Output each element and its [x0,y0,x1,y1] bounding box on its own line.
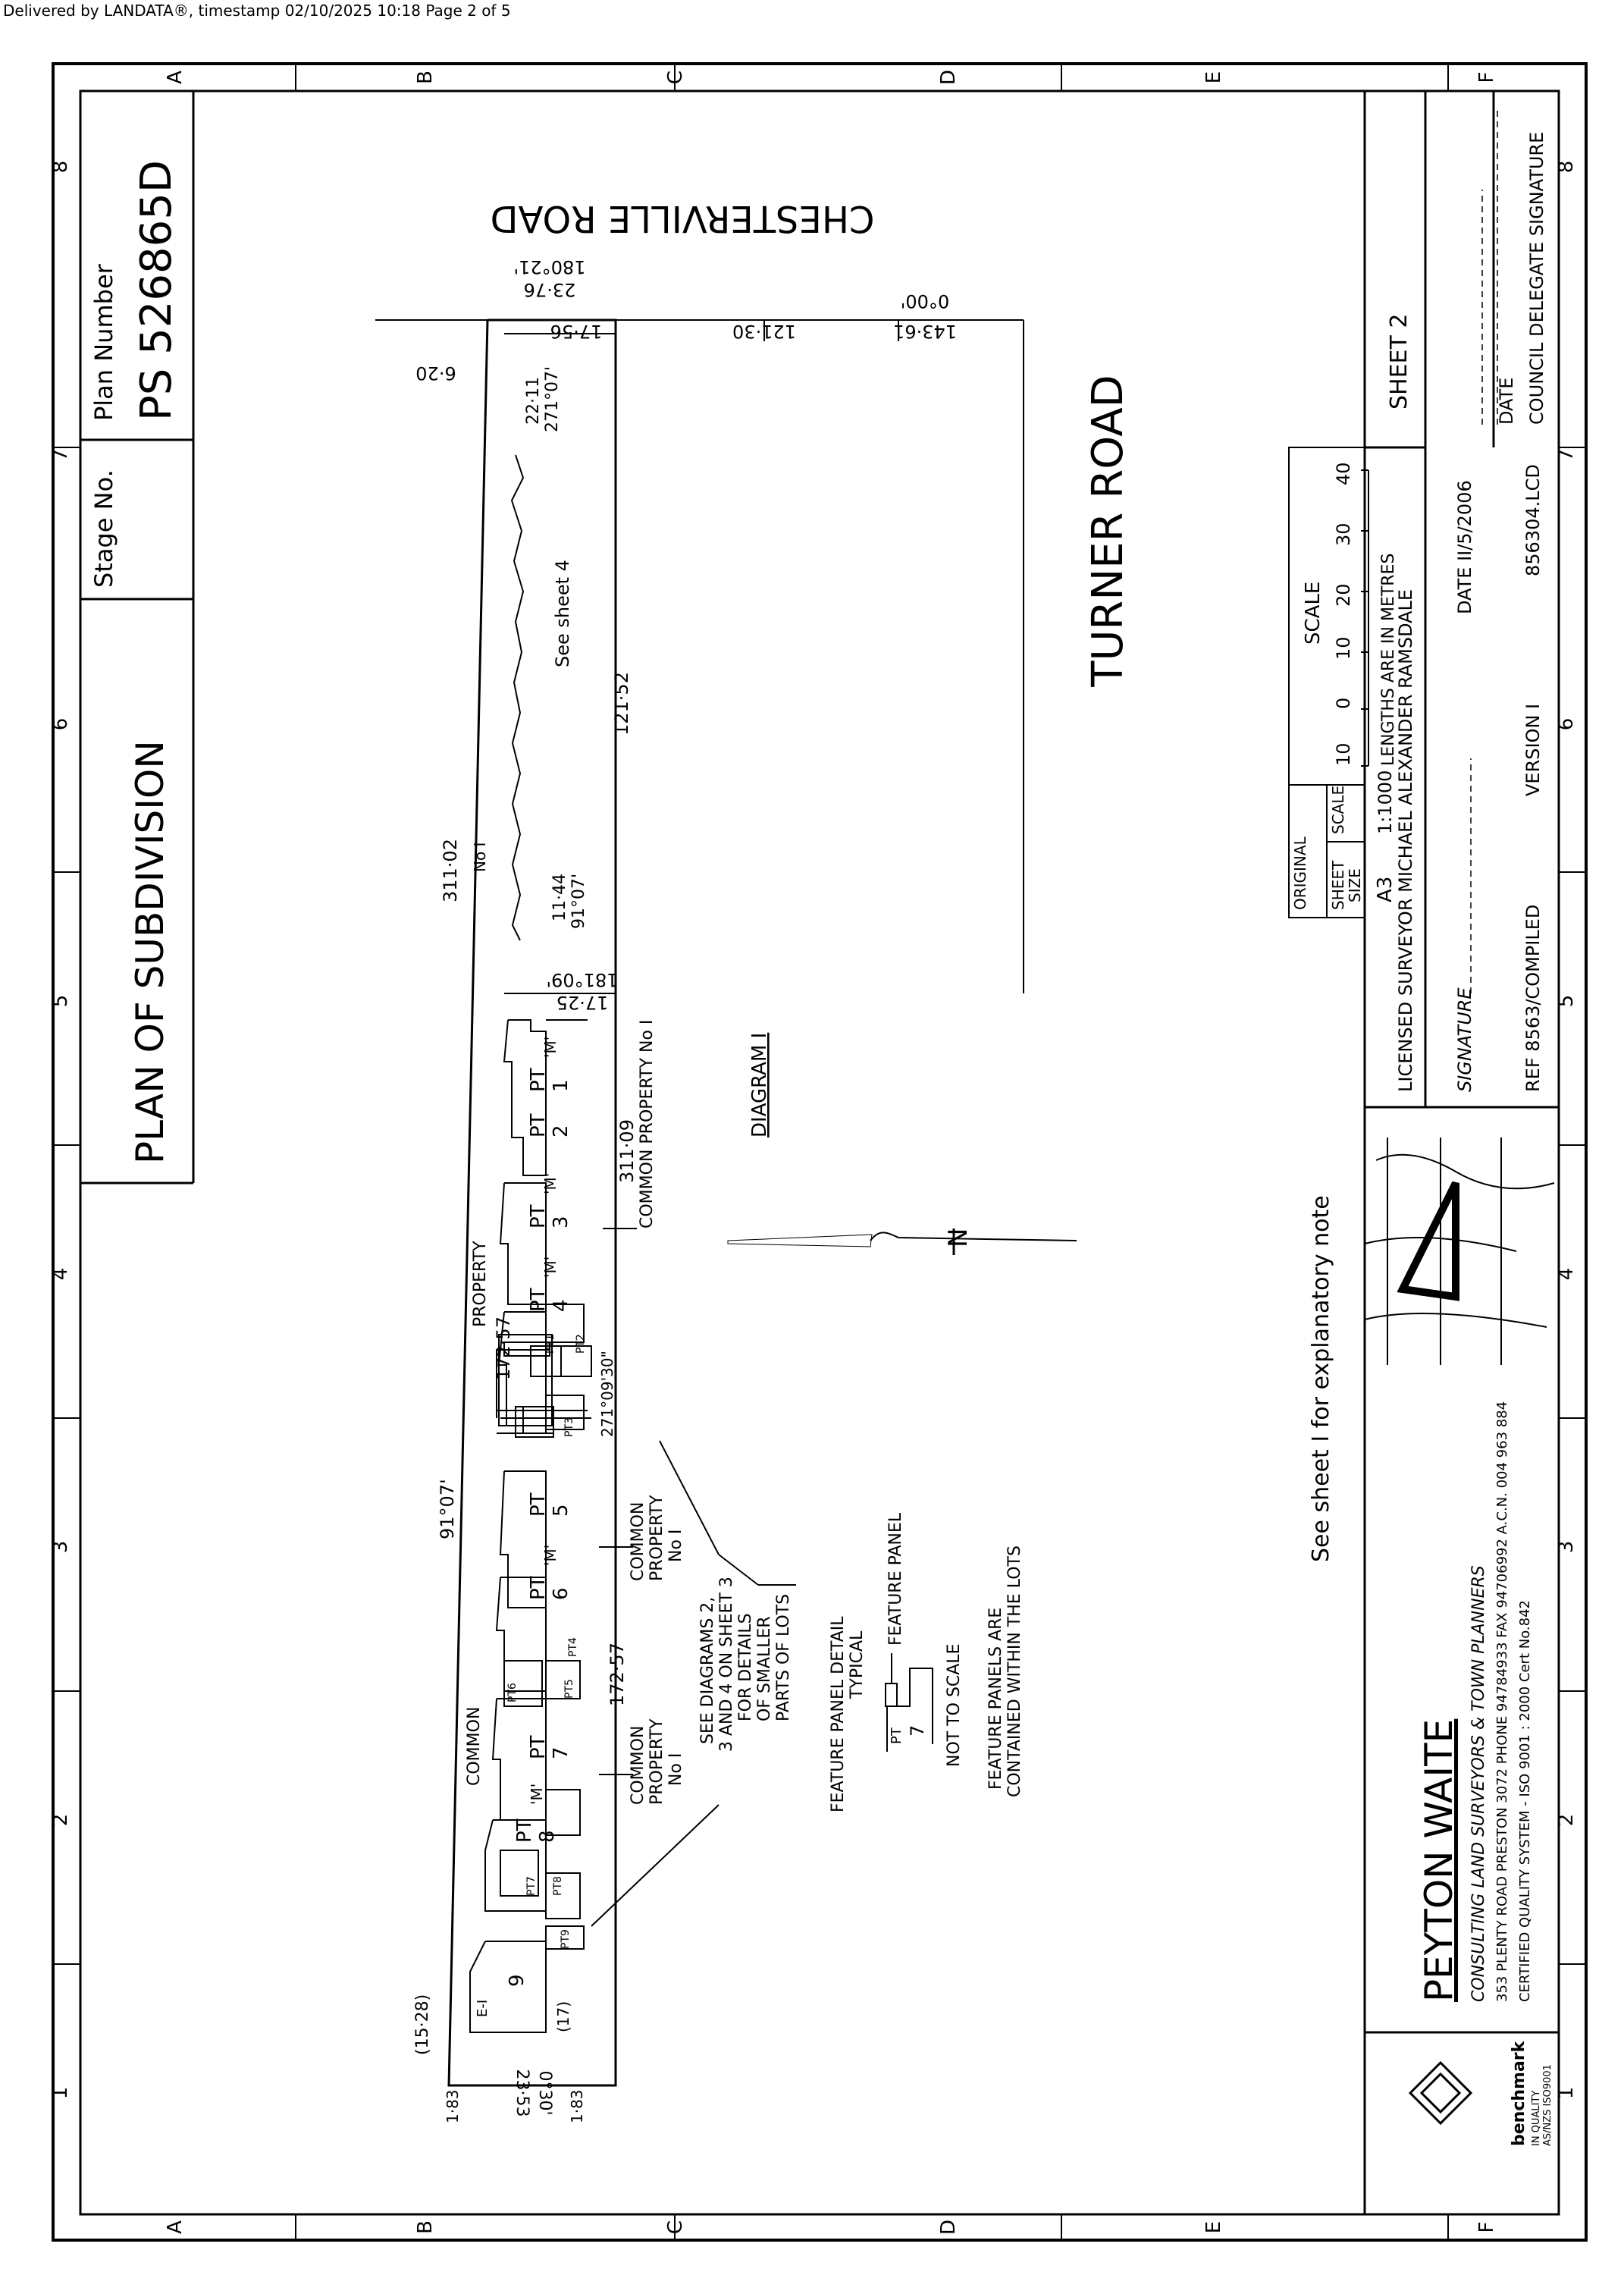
common-word: COMMON [465,1706,484,1786]
lot-3-m: 'M' [541,1172,560,1194]
north-arrow [728,1228,1077,1255]
surveyor-date: DATE II/5/2006 [1454,480,1475,614]
col-number-2-left: 2 [49,1813,72,1827]
lot-8-label: PT [513,1818,536,1843]
lot-6-number: 6 [550,1587,572,1600]
small-part-pt2: PT2 [575,1334,587,1354]
scale-tick-30: 30 [1333,522,1354,546]
row-letter-e-top: E [1202,71,1225,84]
lot-1-number: 1 [550,1079,572,1092]
col-number-5-right: 5 [1555,994,1578,1008]
col-number-7-left: 7 [49,448,72,462]
col-number-1-right: 1 [1555,2086,1578,2100]
dim-23-53: 23·53 [513,2069,531,2117]
lot-6-label: PT [527,1576,550,1600]
small-part-pt1: PT1 [544,1334,556,1354]
feature-panels-note-line1: FEATURE PANELS ARE [986,1607,1005,1790]
scale-bar-title: SCALE [1302,581,1325,645]
firm-subtitle: CONSULTING LAND SURVEYORS & TOWN PLANNERS [1469,1565,1488,2002]
north-symbol: N [943,1228,973,1247]
lot-4-number: 4 [550,1299,572,1312]
sheet-size-label-1: SHEET [1329,860,1347,910]
lot-1-m: 'M' [541,1036,560,1058]
benchmark-std: AS/NZS ISO9001 [1542,2064,1553,2146]
dim-11-44: 11·44 [550,874,569,921]
common-property-label: COMMON PROPERTY No I [638,1019,657,1228]
lot-4-label: PT [527,1288,550,1312]
turner-road-label: TURNER ROAD [1083,375,1133,687]
dim-17-25: 17·25 [556,992,609,1013]
dim-17: (17) [554,2000,572,2032]
col-number-5-left: 5 [49,994,72,1008]
row-letter-c-top: C [664,70,687,85]
row-letter-b-bottom: B [414,2220,437,2234]
feature-panel-detail-line2: TYPICAL [848,1630,867,1699]
row-letter-a-bottom: A [164,2220,187,2234]
bearing-180-21: 180°21' [513,256,586,278]
benchmark-sub: IN QUALITY [1531,2090,1542,2146]
lot-8-m: 'M' [528,1783,546,1805]
row-letter-f-bottom: F [1475,2221,1498,2233]
scale-tick-40: 40 [1333,462,1354,485]
lot-3-number: 3 [550,1216,572,1228]
dim-121-30: 121·30 [732,321,796,342]
small-part-pt7: PT7 [525,1876,538,1896]
signature-label: SIGNATURE [1454,987,1475,1092]
outer-frame [53,64,1586,2240]
lot-5-number: 5 [550,1504,572,1517]
dim-172-57-b: 172·57 [607,1643,628,1706]
lot-7-label: PT [527,1735,550,1759]
see-diagrams-line4: OF SMALLER [755,1616,774,1721]
common-property-2-line3: No I [666,1529,685,1562]
dim-22-11: 22·11 [524,377,543,425]
common-property-2-line2: PROPERTY [647,1495,666,1581]
row-letter-a-top: A [164,71,187,84]
plan-number: PS 526865D [132,159,181,421]
see-diagrams-line1: SEE DIAGRAMS 2, [698,1596,717,1744]
common-property-3-line1: COMMON [629,1725,647,1805]
scale-tick-10: 10 [1333,636,1354,660]
bearing-271-07: 271°07' [543,366,562,432]
firm-address: 353 PLENTY ROAD PRESTON 3072 PHONE 94784933 FAX 94706992 A.C.N. 004 963 884 [1494,1401,1510,2002]
dim-1-83-b: 1·83 [568,2089,586,2123]
lot-2-label: PT [527,1113,550,1138]
lot-1-label: PT [527,1068,550,1092]
feature-panel-detail-line1: FEATURE PANEL DETAIL [829,1616,848,1812]
council-signature-label: COUNCIL DELEGATE SIGNATURE [1526,131,1547,425]
sheet-size-label-2: SIZE [1346,868,1364,902]
row-letter-f-top: F [1475,71,1498,83]
lot-9-number: 9 [506,1974,528,1987]
scale-label: SCALE [1329,785,1347,834]
small-part-pt3: PT3 [563,1417,575,1437]
delivery-header: Delivered by LANDATA®, timestamp 02/10/2025 10:18 Page 2 of 5 [3,2,511,20]
council-date-label: DATE [1496,377,1517,425]
common-property-3-line3: No I [666,1753,685,1786]
row-letter-c-bottom: C [664,2220,687,2235]
feature-panel-callout: FEATURE PANEL [886,1512,905,1646]
leader-lines [591,1228,796,1926]
dim-172-57-a: 172·57 [493,1316,514,1380]
bearing-0-00: 0°00' [900,290,950,312]
row-letter-b-top: B [414,71,437,84]
lot-5-label: PT [527,1492,550,1517]
bearing-181-09: 181°09' [546,969,619,990]
road-boundaries [375,320,1024,993]
benchmark-logo [1410,2063,1471,2123]
lot-8-number: 8 [536,1830,559,1843]
row-letter-e-bottom: E [1202,2220,1225,2234]
lot-3-label: PT [527,1204,550,1228]
scale-tick-0: 0 [1333,697,1354,709]
col-number-8-left: 8 [49,160,72,174]
file-name: 856304.LCD [1522,464,1544,576]
col-number-3-right: 3 [1555,1540,1578,1554]
stage-number-label: Stage No. [89,469,118,588]
small-part-pt8: PT8 [552,1876,564,1896]
dim-311-02: 311·02 [440,839,461,902]
original-label: ORIGINAL [1291,836,1309,910]
plan-number-label: Plan Number [89,264,118,421]
grid-ticks [53,64,1586,2240]
sheet-size-value: A3 [1374,876,1397,902]
inner-frame [80,91,1559,2214]
firm-quality: CERTIFIED QUALITY SYSTEM - ISO 9001 : 2000 Cert No.842 [1517,1600,1533,2002]
bearing-91-07-b: 91°07' [437,1479,458,1539]
feature-panel-lot-number: 7 [907,1724,928,1737]
bearing-0-30: 0°30' [535,2070,554,2116]
col-number-4-left: 4 [49,1267,72,1281]
dim-6-20: 6·20 [415,362,456,384]
diagram-label: DIAGRAM I [748,1032,771,1138]
no1-label: No I [471,842,489,872]
lot-6-m: 'M' [541,1544,560,1566]
easement-e1: E-I [475,1999,491,2017]
col-number-2-right: 2 [1555,1813,1578,1827]
common-property-2-line1: COMMON [629,1502,647,1581]
col-number-4-right: 4 [1555,1267,1578,1281]
scale-ratio: 1:1000 [1375,770,1396,834]
not-to-scale: NOT TO SCALE [945,1643,964,1767]
see-sheet-1-note: See sheet I for explanatory note [1308,1195,1334,1562]
sheet-number: SHEET 2 [1386,313,1412,410]
feature-panel-pt: PT [889,1727,904,1744]
col-number-6-left: 6 [49,717,72,731]
col-number-1-left: 1 [49,2086,72,2100]
col-number-6-right: 6 [1555,717,1578,731]
col-number-7-right: 7 [1555,448,1578,462]
ref-compiled: REF 8563/COMPILED [1522,904,1544,1092]
lot-2-number: 2 [550,1125,572,1138]
dim-143-61: 143·61 [893,321,957,342]
licensed-surveyor: LICENSED SURVEYOR MICHAEL ALEXANDER RAMSDALE [1395,588,1416,1092]
dim-311-09: 311·09 [616,1119,638,1183]
see-sheet-4: See sheet 4 [552,560,573,667]
small-part-pt4: PT4 [567,1637,579,1657]
dim-121-52: 121·52 [611,672,632,736]
version: VERSION I [1522,703,1544,796]
small-part-pt9: PT9 [560,1929,572,1949]
small-part-pt5: PT5 [563,1679,575,1699]
feature-panels-note-line2: CONTAINED WITHIN THE LOTS [1005,1545,1024,1797]
row-letter-d-top: D [937,69,960,86]
see-diagrams-line3: FOR DETAILS [736,1613,755,1721]
col-number-8-right: 8 [1555,160,1578,174]
dim-23-76: 23·76 [523,279,576,300]
benchmark-text: benchmark [1510,2041,1528,2146]
scale-tick-20: 20 [1333,583,1354,607]
firm-logo-triangle [1403,1183,1456,1297]
dim-1-83-a: 1·83 [444,2089,462,2123]
firm-name: PEYTON WAITE [1417,1718,1461,2002]
plan-title: PLAN OF SUBDIVISION [128,740,172,1164]
chesterville-road-label: CHESTERVILLE ROAD [490,197,875,240]
dim-17-56: 17·56 [550,321,603,342]
scale-tick-10-left: 10 [1333,742,1354,766]
see-diagrams-line2: 3 AND 4 ON SHEET 3 [717,1577,736,1752]
scale-units: LENGTHS ARE IN METRES [1379,553,1398,766]
lot-7-number: 7 [550,1746,572,1759]
bearing-271-09-30: 271°09'30" [598,1351,616,1437]
small-part-pt6: PT6 [506,1683,519,1702]
col-number-3-left: 3 [49,1540,72,1554]
lot-4-m: 'M' [541,1256,560,1278]
property-word: PROPERTY [471,1241,490,1327]
common-property-3-line2: PROPERTY [647,1718,666,1805]
dim-15-28: (15·28) [413,1994,432,2055]
see-diagrams-line5: PARTS OF LOTS [774,1593,793,1721]
bearing-91-07-a: 91°07' [569,873,588,929]
row-letter-d-bottom: D [937,2219,960,2236]
